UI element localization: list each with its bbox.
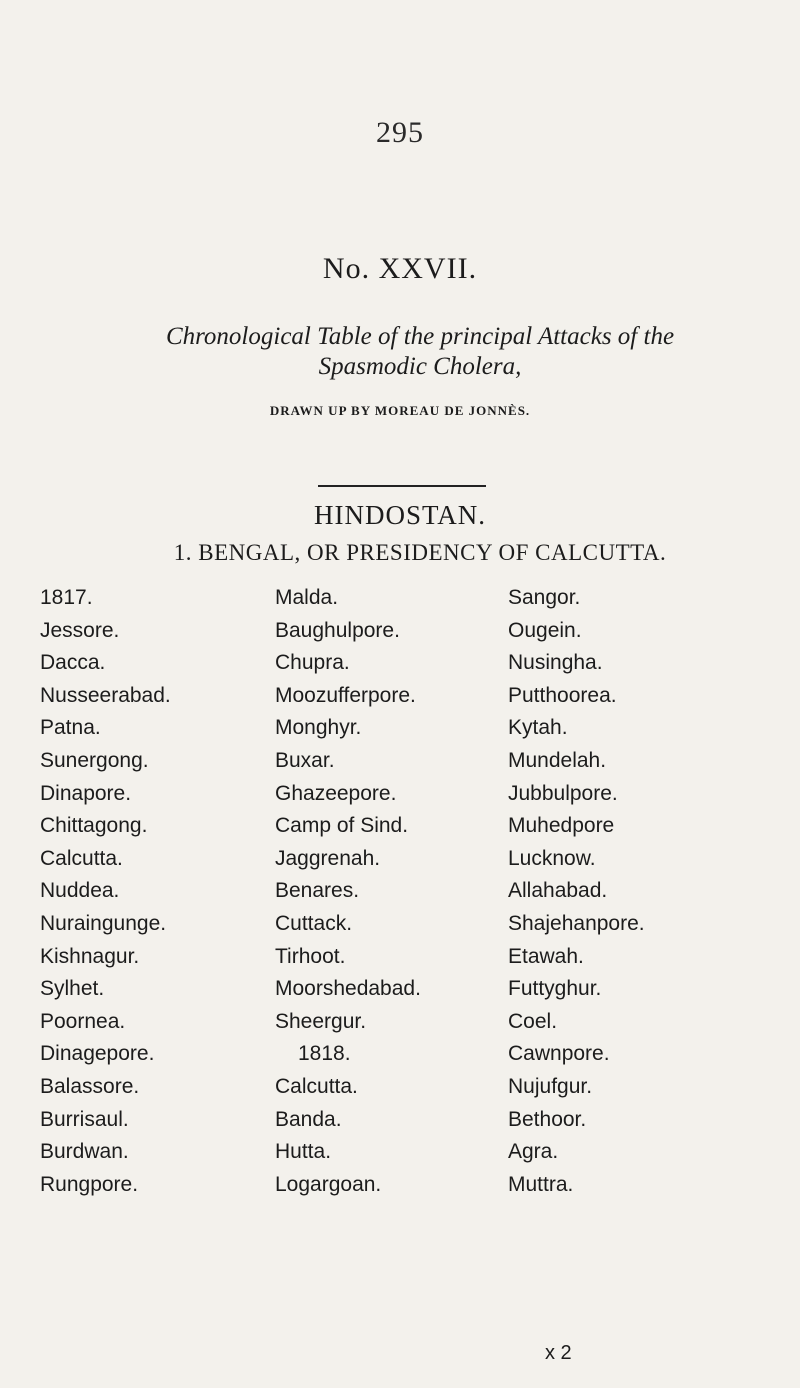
list-item: Burrisaul.: [40, 1107, 129, 1131]
list-item: Dinapore.: [40, 781, 132, 805]
list-item: Calcutta.: [275, 1074, 358, 1098]
list-item: Muttra.: [508, 1172, 574, 1196]
place-column-2: [275, 582, 421, 1201]
list-item: Sheergur.: [275, 1009, 367, 1033]
list-item: Sunergong.: [40, 748, 149, 772]
list-item: Sangor.: [508, 586, 581, 609]
list-item: Chittagong.: [40, 814, 148, 838]
list-item: Bethoor.: [508, 1107, 587, 1131]
page-title: [60, 322, 780, 382]
list-item: Jessore.: [40, 618, 120, 642]
place-column-1: [40, 582, 171, 1201]
list-item: Dacca.: [40, 651, 106, 675]
list-item: Logargoan.: [275, 1172, 382, 1196]
credit-line: DRAWN UP BY MOREAU DE JONNÈS.: [269, 403, 531, 418]
list-item: Poornea.: [40, 1009, 126, 1033]
list-item: 1817.: [40, 586, 93, 609]
list-item: Patna.: [40, 716, 101, 740]
list-item: Kishnagur.: [40, 944, 140, 968]
list-item: Banda.: [275, 1107, 342, 1131]
country-heading: HINDOSTAN.: [313, 500, 487, 530]
list-item: Mundelah.: [508, 748, 607, 772]
list-item: Nujufgur.: [508, 1074, 593, 1098]
divider-rule: [318, 485, 486, 487]
list-item: Buxar.: [275, 748, 335, 772]
region-heading: 1. BENGAL, OR PRESIDENCY OF CALCUTTA.: [173, 540, 667, 565]
list-item: Malda.: [275, 586, 339, 609]
list-item: Calcutta.: [40, 846, 123, 870]
place-column-3: [508, 582, 645, 1201]
document-number: No. XXVII.: [322, 252, 478, 285]
list-item: Dinagepore.: [40, 1042, 155, 1066]
list-item: Rungpore.: [40, 1172, 139, 1196]
list-item: Baughulpore.: [275, 618, 400, 642]
list-item: Allahabad.: [508, 879, 608, 903]
list-item: Ghazeepore.: [275, 781, 397, 805]
list-item: Shajehanpore.: [508, 911, 645, 935]
list-item: Putthoorea.: [508, 683, 617, 707]
list-item: Nusingha.: [508, 651, 603, 675]
list-item: Cawnpore.: [508, 1042, 610, 1066]
list-item: Kytah.: [508, 716, 568, 740]
list-item: Nusseerabad.: [40, 683, 171, 707]
list-item: Jubbulpore.: [508, 781, 618, 805]
list-item: Sylhet.: [40, 977, 105, 1001]
list-item: Jaggrenah.: [275, 846, 381, 870]
list-item: Moorshedabad.: [275, 977, 421, 1001]
page-number: 295: [376, 116, 424, 149]
list-item: Chupra.: [275, 651, 350, 675]
list-item: Moozufferpore.: [275, 683, 416, 707]
list-item: Cuttack.: [275, 911, 353, 935]
list-item: Burdwan.: [40, 1140, 129, 1164]
list-item: Ougein.: [508, 618, 582, 642]
list-item: Nuddea.: [40, 879, 120, 903]
title-line-2: Spasmodic Cholera,: [318, 353, 522, 380]
list-item: Camp of Sind.: [275, 814, 409, 838]
list-item: Muhedpore: [508, 814, 615, 838]
list-item: Tirhoot.: [275, 944, 346, 968]
list-item: Hutta.: [275, 1140, 332, 1164]
list-item: Lucknow.: [508, 846, 596, 870]
list-item: Monghyr.: [275, 716, 362, 740]
signature-mark: x 2: [545, 1342, 572, 1364]
list-item: 1818.: [298, 1042, 351, 1066]
list-item: Balassore.: [40, 1074, 140, 1098]
list-item: Agra.: [508, 1140, 559, 1164]
list-item: Benares.: [275, 879, 360, 903]
list-item: Coel.: [508, 1009, 558, 1033]
title-line-1: Chronological Table of the principal Attacks of the: [165, 323, 675, 350]
list-item: Nuraingunge.: [40, 911, 167, 935]
list-item: Futtyghur.: [508, 977, 602, 1001]
list-item: Etawah.: [508, 944, 584, 968]
